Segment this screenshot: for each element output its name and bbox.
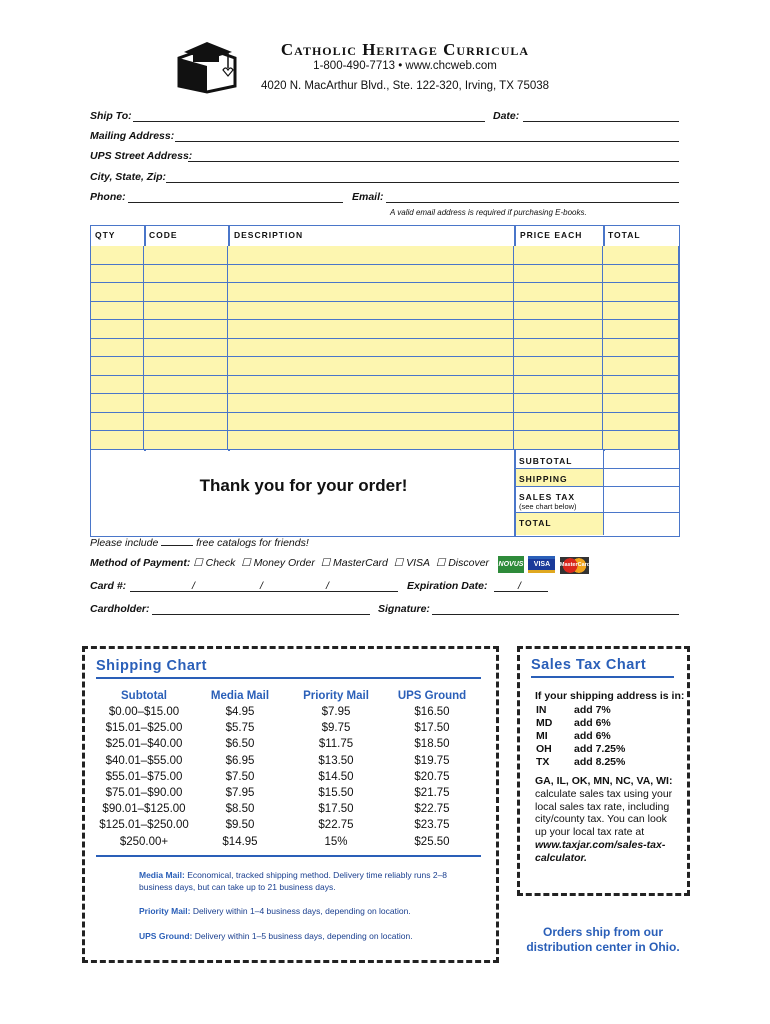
shipping-rate-cell: $20.75 (414, 770, 450, 783)
shipping-rate-cell: $7.95 (321, 706, 351, 719)
order-cell[interactable] (228, 413, 514, 432)
checkbox-discover[interactable]: ☐ (435, 557, 446, 569)
order-cell[interactable] (603, 302, 679, 321)
company-address: 4020 N. MacArthur Blvd., Ste. 122-320, Irving, TX 75038 (260, 80, 550, 92)
visa-logo-icon: VISA (528, 556, 555, 573)
shipping-rate-cell: $7.95 (225, 787, 255, 800)
order-cell[interactable] (514, 413, 603, 432)
card-slash-3: / (326, 580, 329, 592)
payment-method-line (90, 557, 489, 569)
company-contact: 1-800-490-7713 • www.chcweb.com (313, 60, 497, 72)
shipping-rate-cell: $13.50 (318, 754, 354, 767)
shipping-rate-cell: $9.75 (321, 722, 351, 735)
shipping-rate-cell: $16.50 (414, 706, 450, 719)
phone-label: Phone: (90, 191, 126, 203)
order-cell[interactable] (91, 246, 144, 265)
shipping-rate-cell: $250.00+ (119, 835, 169, 848)
order-row (91, 246, 679, 265)
order-cell[interactable] (144, 394, 228, 413)
sales-tax-chart-title: Sales Tax Chart (531, 657, 647, 673)
order-cell[interactable] (228, 265, 514, 284)
subtotal-label: SUBTOTAL (516, 451, 604, 469)
sales-tax-row (536, 717, 676, 730)
order-row (91, 394, 679, 413)
order-cell[interactable] (91, 320, 144, 339)
shipping-rate-cell: $7.50 (225, 770, 255, 783)
company-name: Catholic Heritage Curricula (280, 40, 530, 59)
order-cell[interactable] (228, 246, 514, 265)
sales-tax-state: IN (536, 704, 547, 716)
ups-address-label: UPS Street Address: (90, 150, 193, 162)
priority-mail-text: Delivery within 1–4 business days, depending on location. (192, 906, 411, 916)
email-field[interactable] (386, 202, 679, 203)
order-cell[interactable] (603, 431, 679, 450)
option-visa: VISA (406, 557, 431, 569)
sales-tax-state-list (536, 704, 676, 769)
sales-tax-body-states: GA, IL, OK, MN, NC, VA, WI: (535, 775, 673, 787)
sales-tax-body (535, 775, 675, 865)
order-cell[interactable] (514, 357, 603, 376)
distribution-note: Orders ship from our distribution center in Ohio. (526, 925, 680, 954)
date-field[interactable] (523, 121, 679, 122)
order-cell[interactable] (603, 246, 679, 265)
order-cell[interactable] (603, 283, 679, 302)
ship-header-ups: UPS Ground (397, 690, 467, 702)
signature-field[interactable] (432, 614, 679, 615)
order-cell[interactable] (91, 265, 144, 284)
ups-ground-text: Delivery within 1–5 business days, depending on location. (194, 931, 413, 941)
shipping-rate-cell: $21.75 (414, 787, 450, 800)
signature-label: Signature: (378, 603, 430, 615)
order-cell[interactable] (228, 394, 514, 413)
col-header-description: DESCRIPTION (234, 230, 304, 240)
order-cell[interactable] (91, 394, 144, 413)
order-cell[interactable] (144, 265, 228, 284)
sales-tax-rate: add 8.25% (574, 756, 626, 768)
shipping-rate-cell: $22.75 (414, 803, 450, 816)
shipping-rate-row (96, 834, 480, 850)
shipping-rate-cell: $0.00–$15.00 (108, 706, 180, 719)
order-cell[interactable] (228, 302, 514, 321)
media-mail-desc (139, 869, 459, 893)
shipping-rate-cell: $6.50 (225, 738, 255, 751)
order-cell[interactable] (514, 339, 603, 358)
shipping-rate-cell: $8.50 (225, 803, 255, 816)
ship-header-priority: Priority Mail (303, 690, 369, 702)
checkbox-money-order[interactable]: ☐ (241, 557, 251, 569)
sales-tax-url[interactable]: www.taxjar.com/sales-tax-calculator. (535, 838, 666, 864)
date-label: Date: (493, 110, 520, 122)
sales-tax-intro: If your shipping address is in: (535, 690, 685, 702)
order-cell[interactable] (514, 394, 603, 413)
order-cell[interactable] (91, 283, 144, 302)
shipping-rate-cell: $90.01–$125.00 (102, 803, 186, 816)
shipping-rate-row (96, 736, 480, 752)
col-header-price-each: PRICE EACH (520, 230, 583, 240)
order-cell[interactable] (228, 357, 514, 376)
card-slash-2: / (260, 580, 263, 592)
order-cell[interactable] (144, 413, 228, 432)
order-row (91, 283, 679, 302)
checkbox-visa[interactable]: ☐ (393, 557, 404, 569)
shipping-table-rule (96, 855, 481, 857)
sales-tax-rate: add 7% (574, 704, 611, 716)
order-cell[interactable] (514, 431, 603, 450)
order-cell[interactable] (514, 246, 603, 265)
order-cell[interactable] (228, 283, 514, 302)
mailing-address-field[interactable] (175, 141, 679, 142)
shipping-rate-cell: $55.01–$75.00 (105, 770, 183, 783)
order-cell[interactable] (144, 376, 228, 395)
sales-tax-chart-rule (531, 676, 674, 678)
order-cell[interactable] (144, 246, 228, 265)
order-cell[interactable] (144, 320, 228, 339)
shipping-rate-cell: 15% (324, 835, 348, 848)
shipping-rate-row (96, 769, 480, 785)
col-header-qty: QTY (95, 230, 116, 240)
option-check: Check (205, 557, 236, 569)
shipping-rate-cell: $11.75 (318, 738, 354, 751)
shipping-rate-cell: $25.50 (414, 835, 450, 848)
order-row (91, 357, 679, 376)
option-mastercard: MasterCard (333, 557, 388, 569)
email-note: A valid email address is required if purchasing E-books. (390, 208, 587, 217)
expiration-label: Expiration Date: (407, 580, 488, 592)
shipping-rate-cell: $23.75 (414, 819, 450, 832)
sales-tax-row (536, 756, 676, 769)
ups-ground-label: UPS Ground: (139, 931, 193, 941)
order-row (91, 265, 679, 284)
phone-field[interactable] (128, 202, 343, 203)
option-discover: Discover (448, 557, 490, 569)
card-number-label: Card #: (90, 580, 127, 592)
priority-mail-label: Priority Mail: (139, 906, 191, 916)
shipping-rate-cell: $14.50 (318, 770, 354, 783)
city-state-zip-label: City, State, Zip: (90, 171, 167, 183)
sales-tax-rate: add 6% (574, 717, 611, 729)
sales-tax-text: SALES TAX (519, 492, 576, 502)
mailing-address-label: Mailing Address: (90, 130, 175, 142)
priority-mail-desc (139, 905, 459, 917)
shipping-rate-cell: $22.75 (318, 819, 354, 832)
shipping-rate-cell: $75.01–$90.00 (105, 787, 183, 800)
checkbox-mastercard[interactable]: ☐ (320, 557, 331, 569)
order-row (91, 431, 679, 450)
col-header-code: CODE (149, 230, 178, 240)
catalogs-count-field[interactable] (161, 545, 193, 546)
order-cell[interactable] (144, 431, 228, 450)
card-logos (498, 553, 589, 574)
order-row (91, 413, 679, 432)
shipping-rate-row (96, 785, 480, 801)
shipping-rate-cell: $15.50 (318, 787, 354, 800)
order-cell[interactable] (91, 376, 144, 395)
order-cell[interactable] (91, 302, 144, 321)
shipping-rate-cell: $40.01–$55.00 (105, 754, 183, 767)
mastercard-logo-icon: MasterCard (560, 557, 589, 574)
media-mail-label: Media Mail: (139, 870, 185, 880)
catalogs-pre-text: Please include (90, 537, 159, 549)
col-header-total: TOTAL (608, 230, 641, 240)
shipping-rate-cell: $9.50 (225, 819, 255, 832)
order-cell[interactable] (603, 376, 679, 395)
shipping-rate-table (96, 690, 480, 850)
shipping-rate-cell: $15.01–$25.00 (105, 722, 183, 735)
order-cell[interactable] (514, 283, 603, 302)
shipping-rate-cell: $18.50 (414, 738, 450, 751)
shipping-rate-row (96, 720, 480, 736)
card-number-field[interactable] (130, 591, 398, 592)
thank-you-message: Thank you for your order! (199, 476, 408, 495)
total-label: TOTAL (516, 513, 604, 535)
order-cell[interactable] (514, 302, 603, 321)
shipping-rate-cell: $19.75 (414, 754, 450, 767)
sales-tax-rate: add 6% (574, 730, 611, 742)
total-value[interactable] (604, 513, 679, 535)
order-cell[interactable] (514, 265, 603, 284)
sales-tax-row (536, 743, 676, 756)
payment-method-label: Method of Payment: (90, 557, 191, 569)
order-row (91, 376, 679, 395)
order-cell[interactable] (514, 320, 603, 339)
shipping-rate-cell: $17.50 (414, 722, 450, 735)
order-cell[interactable] (91, 431, 144, 450)
expiration-slash: / (518, 580, 521, 592)
shipping-chart-title: Shipping Chart (96, 658, 207, 674)
shipping-chart-rule (96, 677, 481, 679)
shipping-rate-row (96, 704, 480, 720)
novus-logo-icon: NOVUS (498, 556, 524, 573)
shipping-label: SHIPPING (516, 469, 604, 487)
order-cell[interactable] (603, 413, 679, 432)
sales-tax-state: MD (536, 717, 553, 729)
shipping-rate-cell: $6.95 (225, 754, 255, 767)
sales-tax-row (536, 704, 676, 717)
order-cell[interactable] (603, 394, 679, 413)
order-cell[interactable] (228, 376, 514, 395)
order-cell[interactable] (603, 320, 679, 339)
order-table (90, 225, 680, 537)
order-cell[interactable] (91, 413, 144, 432)
order-cell[interactable] (144, 357, 228, 376)
order-cell[interactable] (91, 357, 144, 376)
sales-tax-value[interactable] (604, 487, 679, 513)
cardholder-label: Cardholder: (90, 603, 150, 615)
shipping-rate-row (96, 753, 480, 769)
sales-tax-row (536, 730, 676, 743)
order-cell[interactable] (144, 283, 228, 302)
order-cell[interactable] (228, 431, 514, 450)
ship-to-label: Ship To: (90, 110, 132, 122)
catalogs-line (90, 537, 309, 549)
catalogs-post-text: free catalogs for friends! (196, 537, 309, 549)
order-cell[interactable] (144, 302, 228, 321)
order-row (91, 339, 679, 358)
shipping-rate-row (96, 817, 480, 833)
card-slash-1: / (192, 580, 195, 592)
order-row (91, 302, 679, 321)
shipping-rate-cell: $125.01–$250.00 (99, 819, 189, 832)
sales-tax-rate: add 7.25% (574, 743, 626, 755)
order-cell[interactable] (228, 320, 514, 339)
ups-address-field[interactable] (188, 161, 679, 162)
email-label: Email: (352, 191, 384, 203)
ship-to-field[interactable] (133, 121, 485, 122)
shipping-rate-cell: $4.95 (225, 706, 255, 719)
order-cell[interactable] (91, 339, 144, 358)
shipping-value[interactable] (604, 469, 679, 487)
order-row (91, 320, 679, 339)
ship-header-subtotal: Subtotal (121, 690, 167, 702)
shipping-rate-row (96, 801, 480, 817)
order-cell[interactable] (603, 339, 679, 358)
order-cell[interactable] (514, 376, 603, 395)
cardholder-field[interactable] (152, 614, 370, 615)
shipping-rate-cell: $5.75 (225, 722, 255, 735)
city-state-zip-field[interactable] (166, 182, 679, 183)
checkbox-check[interactable]: ☐ (193, 557, 203, 569)
media-mail-text: Economical, tracked shipping method. Delivery time reliably runs 2–8 business days, but can take up to 21 business days. (139, 870, 448, 892)
ship-header-media: Media Mail (210, 690, 270, 702)
ups-ground-desc (139, 930, 459, 942)
subtotal-value[interactable] (604, 451, 679, 469)
sales-tax-state: MI (536, 730, 548, 742)
order-cell[interactable] (603, 357, 679, 376)
expiration-field[interactable] (494, 591, 548, 592)
shipping-rate-cell: $25.01–$40.00 (105, 738, 183, 751)
order-cell[interactable] (144, 339, 228, 358)
sales-tax-state: TX (536, 756, 550, 768)
sales-tax-body-text: calculate sales tax using your local sales tax rate, including city/county tax. You can look up your local tax rate at (535, 787, 673, 839)
shipping-rate-cell: $14.95 (222, 835, 258, 848)
option-money-order: Money Order (253, 557, 315, 569)
order-cell[interactable] (603, 265, 679, 284)
sales-tax-state: OH (536, 743, 552, 755)
sales-tax-note: (see chart below) (519, 502, 577, 511)
shipping-rate-cell: $17.50 (318, 803, 354, 816)
sales-tax-label (516, 487, 604, 513)
order-cell[interactable] (228, 339, 514, 358)
